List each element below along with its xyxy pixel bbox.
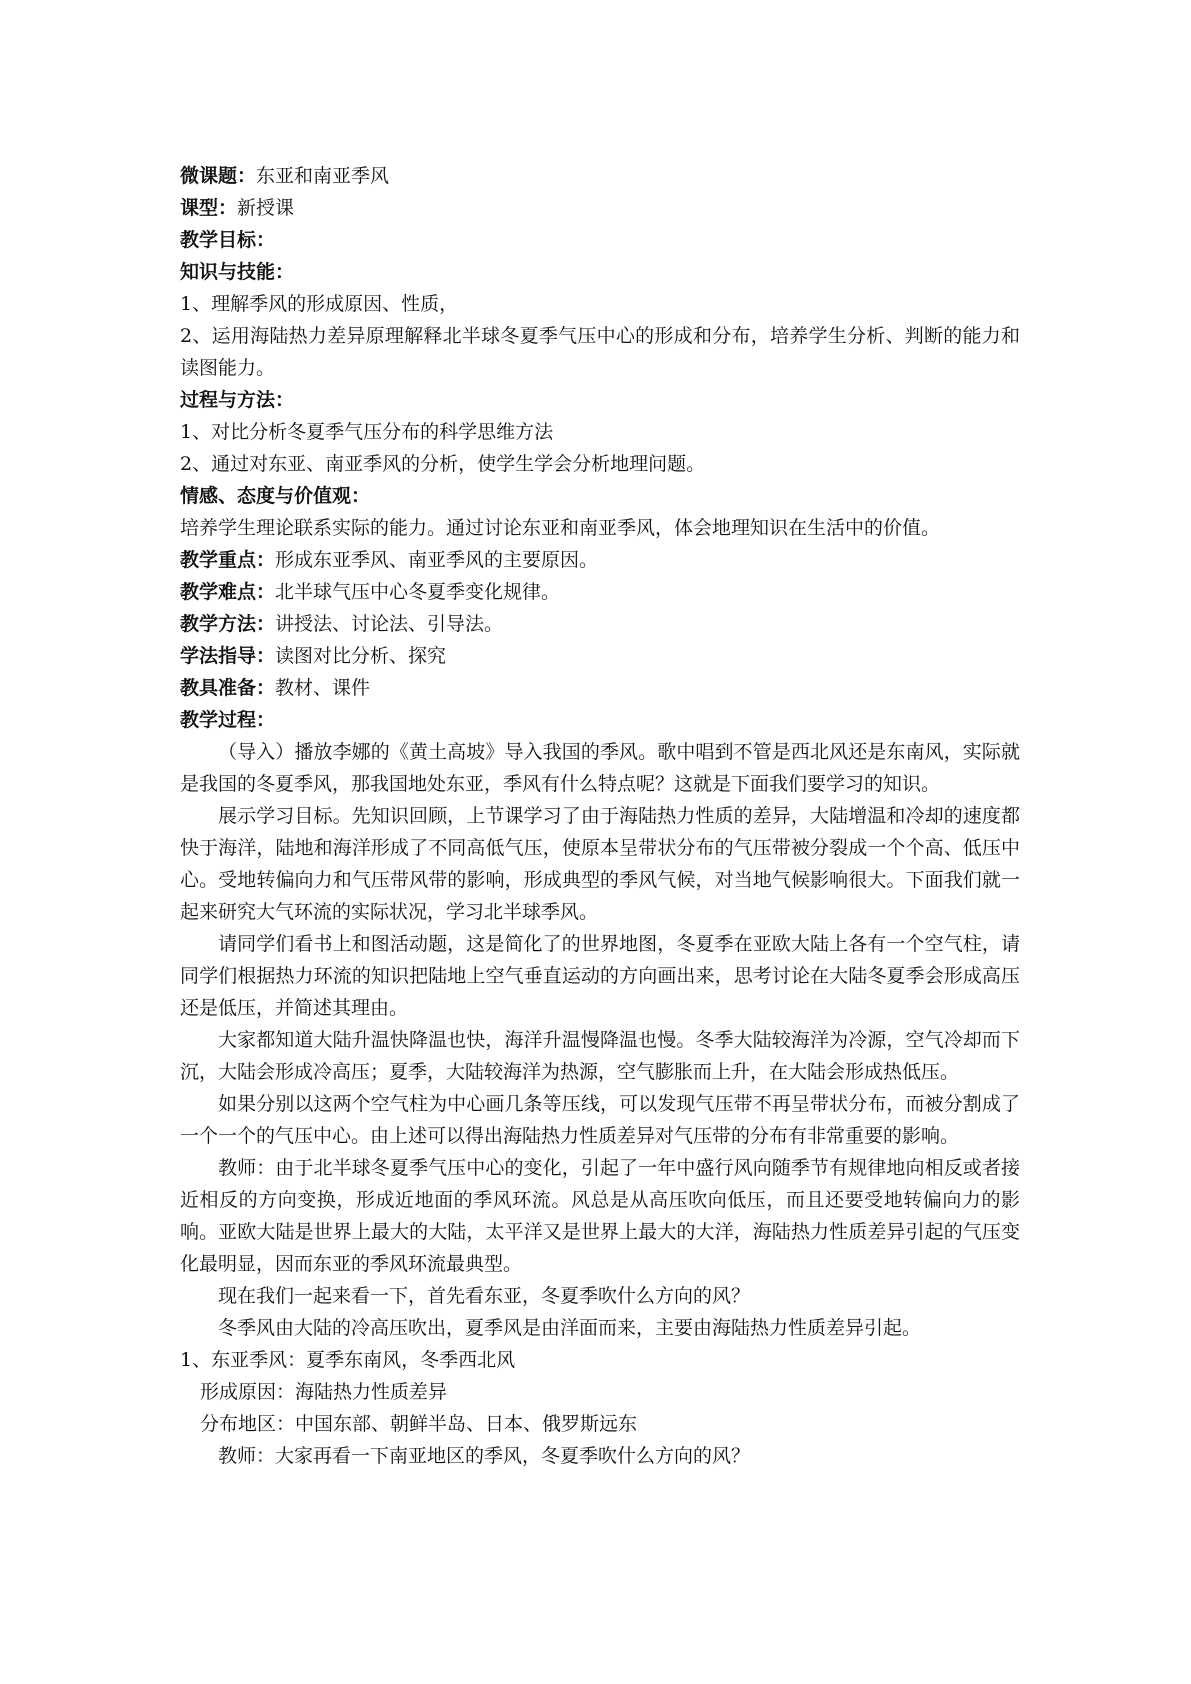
difficulty-value: 北半球气压中心冬夏季变化规律。 [275,581,561,603]
method-label: 教学方法： [180,613,276,635]
method-line [180,608,1020,640]
materials-line [180,672,1020,704]
knowledge-item-1: 1、理解季风的形成原因、性质， [180,293,459,315]
paragraph-teacher-monsoon: 教师：由于北半球冬夏季气压中心的变化，引起了一年中盛行风向随季节有规律地向相反或者接近相反的方向变换，形成近地面的季风环流。风总是从高压吹向低压，而且还要受地转偏向力的影响。亚欧大陆是世界上最大的大陆，太平洋又是世界上最大的大洋，海陆热力性质差异引起的气压变化最明显，因而东亚的季风环流最典型。 [180,1157,1020,1275]
key-point-value: 形成东亚季风、南亚季风的主要原因。 [275,549,599,571]
procedure-heading: 教学过程： [180,709,276,731]
lesson-title-value: 东亚和南亚季风 [256,165,390,187]
process-item-1: 1、对比分析冬夏季气压分布的科学思维方法 [180,421,554,443]
paragraph-east-asia-question: 现在我们一起来看一下，首先看东亚，冬夏季吹什么方向的风？ [218,1285,751,1307]
knowledge-heading: 知识与技能： [180,261,295,283]
east-asia-monsoon-title: 1、东亚季风：夏季东南风，冬季西北风 [180,1349,516,1371]
process-heading: 过程与方法： [180,389,295,411]
lesson-title-line [180,160,1020,192]
lesson-type-value: 新授课 [237,197,295,219]
paragraph-activity: 请同学们看书上和图活动题，这是简化了的世界地图，冬夏季在亚欧大陆上各有一个空气柱，请同学们根据热力环流的知识把陆地上空气垂直运动的方向画出来，思考讨论在大陆冬夏季会形成高压还是低压，并简述其理由。 [180,933,1020,1019]
method-value: 讲授法、讨论法、引导法。 [275,613,504,635]
materials-value: 教材、课件 [275,677,371,699]
east-asia-cause: 形成原因：海陆热力性质差异 [200,1381,448,1403]
teaching-goals-heading: 教学目标： [180,229,276,251]
materials-label: 教具准备： [180,677,276,699]
key-point-line [180,544,1020,576]
paragraph-goals-review: 展示学习目标。先知识回顾，上节课学习了由于海陆热力性质的差异，大陆增温和冷却的速度都快于海洋，陆地和海洋形成了不同高低气压，使原本呈带状分布的气压带被分裂成一个个高、低压中心。受地转偏向力和气压带风带的影响，形成典型的季风气候，对当地气候影响很大。下面我们就一起来研究大气环流的实际状况，学习北半球季风。 [180,805,1020,923]
study-guide-label: 学法指导： [180,645,276,667]
study-guide-value: 读图对比分析、探究 [275,645,447,667]
difficulty-line [180,576,1020,608]
lesson-type-line [180,192,1020,224]
emotion-heading: 情感、态度与价值观： [180,485,371,507]
difficulty-label: 教学难点： [180,581,276,603]
emotion-text: 培养学生理论联系实际的能力。通过讨论东亚和南亚季风，体会地理知识在生活中的价值。 [180,517,941,539]
east-asia-region: 分布地区：中国东部、朝鲜半岛、日本、俄罗斯远东 [200,1413,638,1435]
study-guide-line [180,640,1020,672]
lesson-title-label: 微课题： [180,165,257,187]
closing-question: 教师：大家再看一下南亚地区的季风，冬夏季吹什么方向的风？ [218,1445,751,1467]
key-point-label: 教学重点： [180,549,276,571]
knowledge-item-2: 2、运用海陆热力差异原理解释北半球冬夏季气压中心的形成和分布，培养学生分析、判断的能力和读图能力。 [180,325,1020,379]
paragraph-land-sea: 大家都知道大陆升温快降温也快，海洋升温慢降温也慢。冬季大陆较海洋为冷源，空气冷却而下沉，大陆会形成冷高压；夏季，大陆较海洋为热源，空气膨胀而上升，在大陆会形成热低压。 [180,1029,1020,1083]
process-item-2: 2、通过对东亚、南亚季风的分析，使学生学会分析地理问题。 [180,453,706,475]
paragraph-winter-summer: 冬季风由大陆的冷高压吹出，夏季风是由洋面而来，主要由海陆热力性质差异引起。 [218,1317,922,1339]
paragraph-intro: （导入）播放李娜的《黄土高坡》导入我国的季风。歌中唱到不管是西北风还是东南风，实际就是我国的冬夏季风，那我国地处东亚，季风有什么特点呢？这就是下面我们要学习的知识。 [180,741,1020,795]
lesson-type-label: 课型： [180,197,238,219]
lesson-plan-page [180,160,1020,1472]
paragraph-isobars: 如果分别以这两个空气柱为中心画几条等压线，可以发现气压带不再呈带状分布，而被分割成了一个一个的气压中心。由上述可以得出海陆热力性质差异对气压带的分布有非常重要的影响。 [180,1093,1020,1147]
